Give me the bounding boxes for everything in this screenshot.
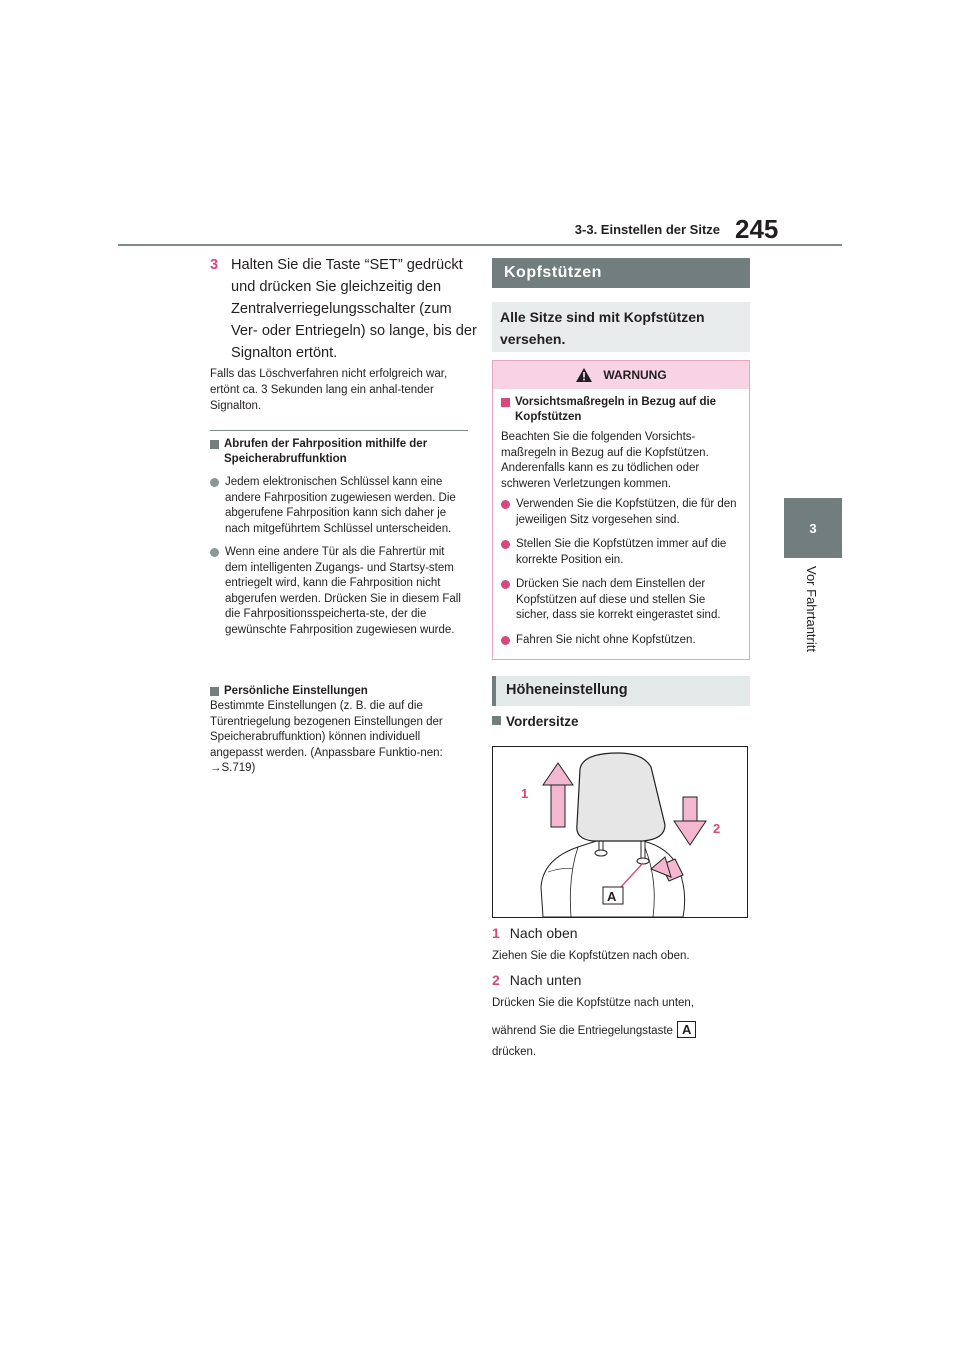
step-label: Nach oben bbox=[509, 925, 578, 941]
personal-heading: Persönliche Einstellungen bbox=[210, 684, 468, 699]
headrest-drawing bbox=[493, 747, 747, 917]
header-rule bbox=[118, 244, 842, 246]
step-label: Nach unten bbox=[509, 972, 582, 988]
square-bullet-icon bbox=[492, 716, 501, 725]
warning-triangle-icon bbox=[575, 367, 593, 383]
step-number: 2 bbox=[492, 972, 500, 988]
section-title: 3-3. Einstellen der Sitze bbox=[574, 222, 720, 237]
warning-title: WARNUNG bbox=[603, 368, 667, 382]
vordersitze-heading: Vordersitze bbox=[492, 714, 579, 729]
list-item: Verwenden Sie die Kopfstützen, die für den jeweiligen Sitz vorgesehen sind. bbox=[501, 497, 741, 528]
step-number: 3 bbox=[210, 257, 219, 273]
personal-block bbox=[210, 684, 468, 777]
list-item: Jedem elektronischen Schlüssel kann eine andere Fahrposition zugewiesen werden. Die abgerufene Fahrposition kann sich daher je nach mitgeführtem Schlüssel unterscheiden. bbox=[210, 475, 468, 537]
warning-body: Beachten Sie die folgenden Vorsichts-maßregeln in Bezug auf die Kopfstützen. Anderenfalls kann es zu tödlichen oder schweren Verletzungen kommen. bbox=[501, 431, 709, 490]
chapter-label bbox=[782, 566, 842, 666]
list-item: Wenn eine andere Tür als die Fahrertür mit dem intelligenten Zugangs- und Startsy-stem entriegelt wird, kann die Fahrposition nicht abgerufen werden. Drücken Sie in diesem Fall die Fahrpositionsspeicherta-ste, der die gewünschte Fahrposition zugewiesen wurde. bbox=[210, 545, 468, 638]
button-a-ref: A bbox=[677, 1021, 696, 1038]
step-1 bbox=[492, 925, 578, 941]
section-heading: Kopfstützen bbox=[492, 258, 750, 288]
page-number: 245 bbox=[735, 214, 779, 244]
list-item: Drücken Sie nach dem Einstellen der Kopfstützen auf diese und stellen Sie sicher, dass sie korrekt eingerastet sind. bbox=[501, 577, 741, 624]
subsection-heading: Höheneinstellung bbox=[492, 676, 750, 706]
label-1: 1 bbox=[521, 786, 529, 801]
chapter-number: 3 bbox=[809, 520, 817, 536]
step-text: Halten Sie die Taste “SET” gedrückt und drücken Sie gleichzeitig den Zentralverriegelungsschalter (zum Ver- oder Entriegeln) so lange, bis der Signalton ertönt. bbox=[231, 257, 477, 361]
step-1-desc: Ziehen Sie die Kopfstützen nach oben. bbox=[492, 950, 690, 962]
list-item: Stellen Sie die Kopfstützen immer auf die korrekte Position ein. bbox=[501, 537, 741, 568]
square-bullet-icon bbox=[210, 687, 219, 696]
chapter-label-text: Vor Fahrtantritt bbox=[804, 566, 819, 652]
list-item: Fahren Sie nicht ohne Kopfstützen. bbox=[501, 633, 741, 649]
abrufen-heading: Abrufen der Fahrposition mithilfe der Speicherabruffunktion bbox=[210, 437, 468, 467]
note-text: Falls das Löschverfahren nicht erfolgreich war, ertönt ca. 3 Sekunden lang ein anhal-tender Signalton. bbox=[210, 368, 448, 412]
square-bullet-icon bbox=[210, 440, 219, 449]
warning-header bbox=[493, 361, 749, 389]
warning-content bbox=[493, 389, 749, 654]
label-a: A bbox=[607, 889, 617, 904]
step-number: 1 bbox=[492, 925, 500, 941]
intro-box: Alle Sitze sind mit Kopfstützen versehen. bbox=[492, 302, 750, 352]
step-2-desc-1: Drücken Sie die Kopfstütze nach unten, bbox=[492, 997, 695, 1009]
headrest-illustration bbox=[492, 746, 748, 918]
chapter-tab bbox=[784, 498, 842, 558]
square-bullet-icon bbox=[501, 398, 510, 407]
step-2-desc-2: während Sie die Entriegelungstaste A bbox=[492, 1021, 696, 1038]
label-2: 2 bbox=[713, 821, 721, 836]
step-2 bbox=[492, 972, 581, 988]
personal-body: Bestimmte Einstellungen (z. B. die auf die Türentriegelung bezogenen Einstellungen der Speicherabruffunktion) können individuell angepasst werden. (Anpassbare Funktio-nen: →S.719) bbox=[210, 700, 443, 774]
divider bbox=[210, 430, 468, 431]
abrufen-block bbox=[210, 437, 468, 638]
warning-heading: Vorsichtsmaßregeln in Bezug auf die Kopfstützen bbox=[501, 395, 741, 425]
warning-box bbox=[492, 360, 750, 660]
step-2-desc-3: drücken. bbox=[492, 1046, 537, 1058]
